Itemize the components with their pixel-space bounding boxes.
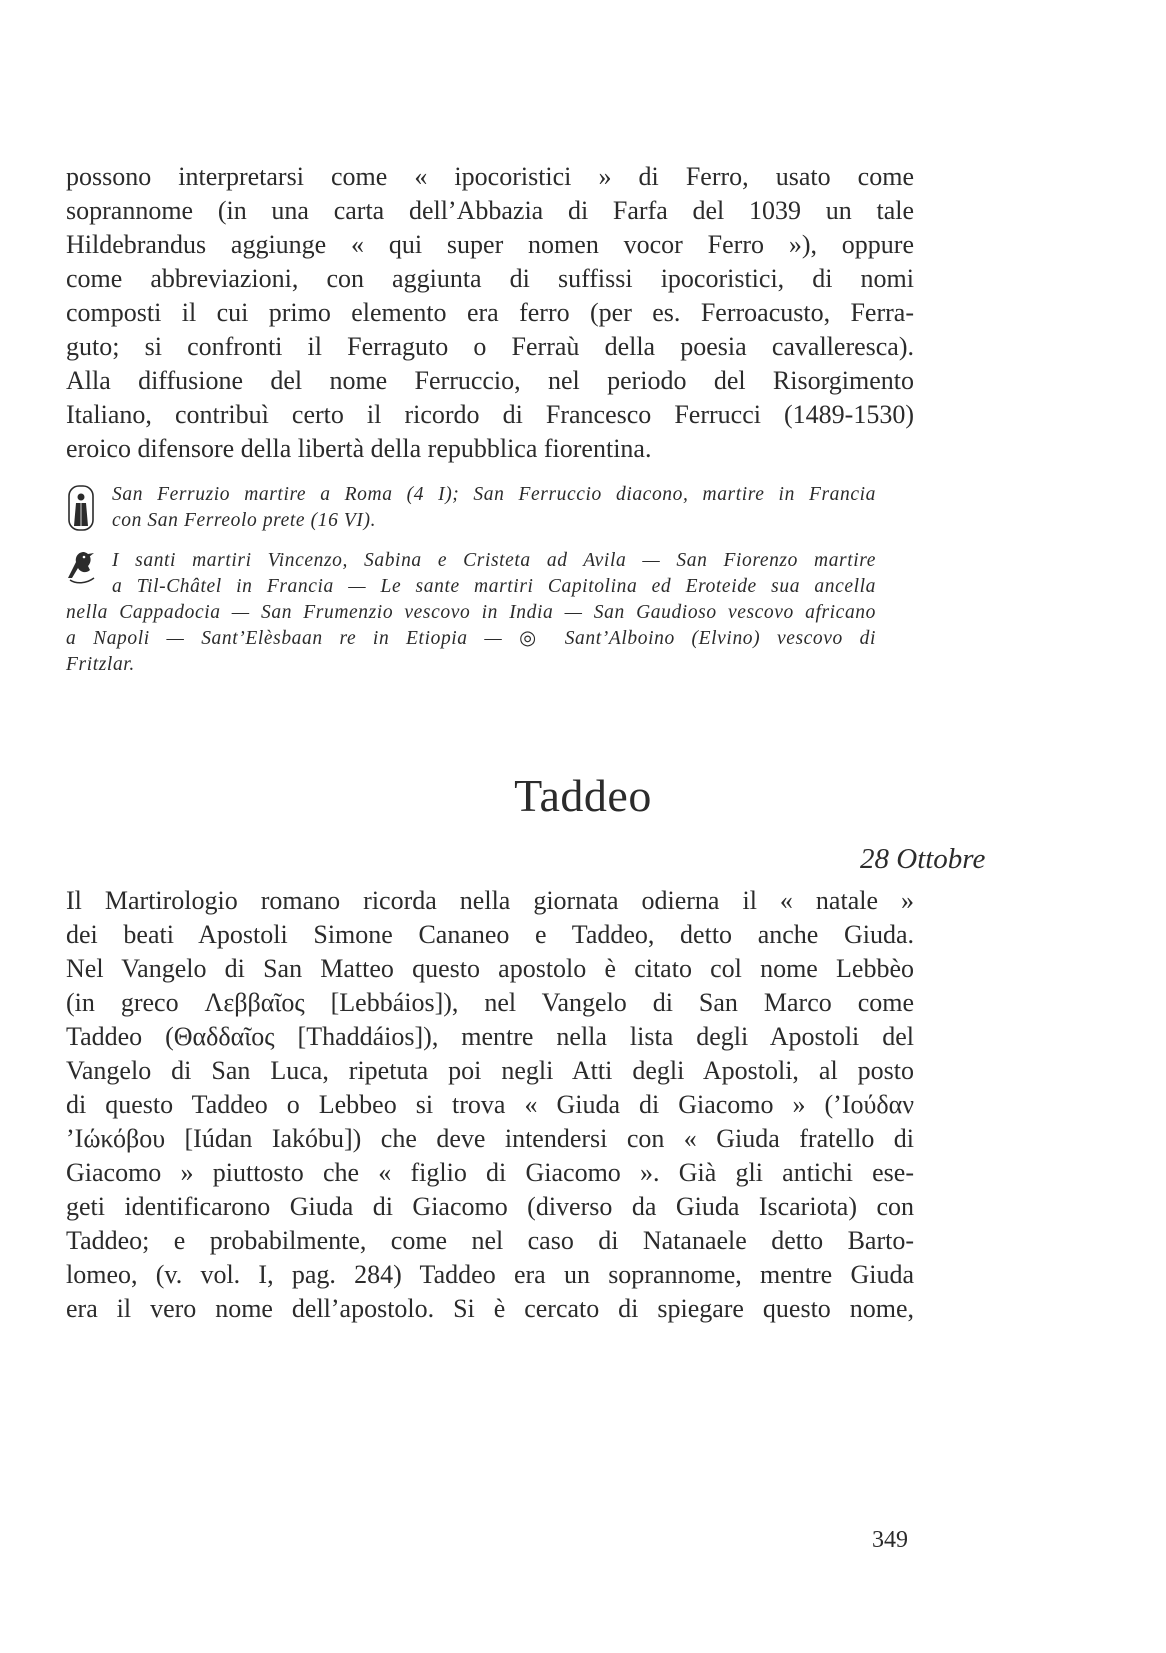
text-line: Taddeo; e probabilmente, come nel caso di Natanaele detto Barto- <box>66 1226 914 1255</box>
bird-emblem-icon <box>62 548 102 588</box>
text-line: guto; si confronti il Ferraguto o Ferraù della poesia cavalleresca). <box>66 332 914 361</box>
other-saints-line: I santi martiri Vincenzo, Sabina e Cristeta ad Avila — San Fiorenzo martire <box>112 550 876 571</box>
other-saints-line: Fritzlar. <box>66 654 135 675</box>
other-saints-line: nella Cappadocia — San Frumenzio vescovo in India — San Gaudioso vescovo africano <box>66 602 876 623</box>
page-number: 349 <box>872 1527 908 1553</box>
text-line: Taddeo (Θαδδαῖος [Thaddáios]), mentre nella lista degli Apostoli del <box>66 1022 914 1051</box>
text-line: lomeo, (v. vol. I, pag. 284) Taddeo era un soprannome, mentre Giuda <box>66 1260 914 1289</box>
text-line: Italiano, contribuì certo il ricordo di Francesco Ferrucci (1489-1530) <box>66 400 914 429</box>
text-line: possono interpretarsi come « ipocoristici » di Ferro, usato come <box>66 162 914 191</box>
section-title: Taddeo <box>514 770 652 821</box>
text-line: composti il cui primo elemento era ferro (per es. Ferroacusto, Ferra- <box>66 298 914 327</box>
text-line: eroico difensore della libertà della repubblica fiorentina. <box>66 434 652 463</box>
text-line: soprannome (in una carta dell’Abbazia di Farfa del 1039 un tale <box>66 196 914 225</box>
text-line: Il Martirologio romano ricorda nella giornata odierna il « natale » <box>66 886 914 915</box>
text-line: Vangelo di San Luca, ripetuta poi negli Atti degli Apostoli, al posto <box>66 1056 914 1085</box>
section-date: 28 Ottobre <box>860 843 986 875</box>
saint-figure-icon <box>66 482 96 532</box>
text-line: era il vero nome dell’apostolo. Si è cercato di spiegare questo nome, <box>66 1294 914 1323</box>
text-line: Hildebrandus aggiunge « qui super nomen vocor Ferro »), oppure <box>66 230 914 259</box>
text-line: ’Ιώκόβου [Iúdan Iakóbu]) che deve intendersi con « Giuda fratello di <box>66 1124 914 1153</box>
text-line: (in greco Λεββαῖος [Lebbáios]), nel Vangelo di San Marco come <box>66 988 914 1017</box>
other-saints-line: a Til-Châtel in Francia — Le sante martiri Capitolina ed Eroteide sua ancella <box>112 576 876 597</box>
text-line: di questo Taddeo o Lebbeo si trova « Giuda di Giacomo » (’Ιούδαν <box>66 1090 914 1119</box>
saint-note-line: San Ferruzio martire a Roma (4 I); San Ferruccio diacono, martire in Francia <box>112 484 876 505</box>
text-line: geti identificarono Giuda di Giacomo (diverso da Giuda Iscariota) con <box>66 1192 914 1221</box>
text-line: dei beati Apostoli Simone Cananeo e Taddeo, detto anche Giuda. <box>66 920 914 949</box>
text-line: come abbreviazioni, con aggiunta di suffissi ipocoristici, di nomi <box>66 264 914 293</box>
other-saints-line: a Napoli — Sant’Elèsbaan re in Etiopia — ◎ Sant’Alboino (Elvino) vescovo di <box>66 628 876 649</box>
saint-note-line: con San Ferreolo prete (16 VI). <box>112 510 377 531</box>
text-line: Giacomo » piuttosto che « figlio di Giacomo ». Già gli antichi ese- <box>66 1158 914 1187</box>
text-line: Alla diffusione del nome Ferruccio, nel periodo del Risorgimento <box>66 366 914 395</box>
text-line: Nel Vangelo di San Matteo questo apostolo è citato col nome Lebbèo <box>66 954 914 983</box>
